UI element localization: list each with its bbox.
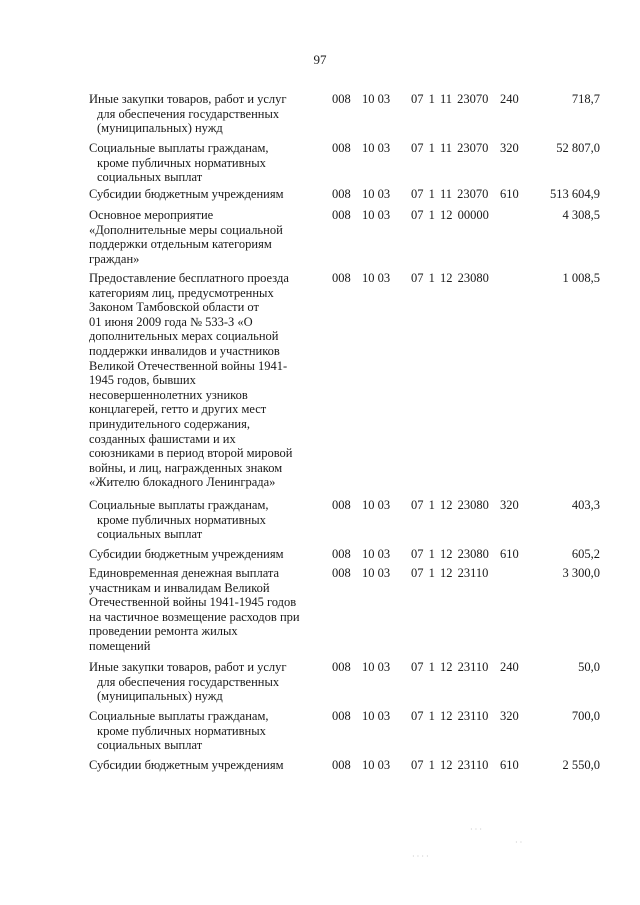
section-code: 10 03: [362, 271, 391, 285]
row-name: [89, 709, 317, 753]
department-code: 008: [332, 660, 351, 674]
row-name: [89, 271, 317, 490]
row-name-line: Субсидии бюджетным учреждениям: [89, 547, 284, 561]
row-name-line: (муниципальных) нужд: [97, 121, 223, 136]
row-name-line: Субсидии бюджетным учреждениям: [89, 187, 284, 201]
row-name-line: войны, и лиц, награжденных знаком: [89, 460, 283, 475]
department-code: 008: [332, 498, 351, 512]
row-name-line: Великой Отечественной войны 1941-: [89, 358, 288, 373]
row-name-line: созданных фашистами и их: [89, 431, 236, 446]
row-name: [89, 141, 317, 185]
row-name: [89, 547, 317, 562]
row-name-line: проведении ремонта жилых: [89, 624, 238, 639]
row-name-line: участникам и инвалидам Великой: [89, 580, 270, 595]
target-article-code: 07 1 12 23110: [411, 566, 489, 580]
row-name: [89, 498, 317, 542]
expense-type-code: 610: [500, 758, 519, 772]
expense-type-code: 320: [500, 141, 519, 155]
section-code: 10 03: [362, 660, 391, 674]
row-name-line: Субсидии бюджетным учреждениям: [89, 758, 284, 772]
target-article-code: 07 1 12 00000: [411, 208, 489, 222]
target-article-code: 07 1 12 23080: [411, 547, 489, 561]
row-name-line: на частичное возмещение расходов при: [89, 609, 300, 624]
amount: 52 807,0: [556, 141, 600, 155]
row-name-line: Законом Тамбовской области от: [89, 300, 259, 315]
row-name-line: социальных выплат: [97, 738, 203, 753]
section-code: 10 03: [362, 566, 391, 580]
row-name-line: для обеспечения государственных: [97, 674, 280, 689]
expense-type-code: 320: [500, 709, 519, 723]
section-code: 10 03: [362, 758, 391, 772]
row-name-line: Социальные выплаты гражданам,: [89, 498, 269, 512]
row-name-line: Социальные выплаты гражданам,: [89, 141, 269, 155]
scan-artifact-dots: · · · ·: [412, 852, 429, 861]
expense-type-code: 610: [500, 187, 519, 201]
row-name-line: концлагерей, гетто и других мест: [89, 402, 267, 417]
row-name-line: категориям лиц, предусмотренных: [89, 285, 274, 300]
row-name-line: социальных выплат: [97, 527, 203, 542]
row-name: [89, 758, 317, 773]
row-name-line: (муниципальных) нужд: [97, 689, 223, 704]
target-article-code: 07 1 12 23110: [411, 758, 489, 772]
row-name-line: социальных выплат: [97, 170, 203, 185]
amount: 3 300,0: [562, 566, 600, 580]
department-code: 008: [332, 141, 351, 155]
row-name-line: «Дополнительные меры социальной: [89, 222, 283, 237]
row-name-line: граждан»: [89, 251, 140, 266]
scan-artifact-dots: · · ·: [470, 825, 482, 834]
expense-type-code: 320: [500, 498, 519, 512]
row-name: [89, 566, 317, 654]
row-name-line: Иные закупки товаров, работ и услуг: [89, 92, 287, 106]
row-name-line: Предоставление бесплатного проезда: [89, 271, 289, 285]
target-article-code: 07 1 11 23070: [411, 92, 489, 106]
amount: 513 604,9: [550, 187, 600, 201]
target-article-code: 07 1 12 23080: [411, 271, 489, 285]
row-name: [89, 208, 317, 266]
department-code: 008: [332, 271, 351, 285]
section-code: 10 03: [362, 208, 391, 222]
department-code: 008: [332, 208, 351, 222]
page-number: 97: [313, 52, 327, 67]
row-name-line: кроме публичных нормативных: [97, 723, 266, 738]
row-name-line: принудительного содержания,: [89, 416, 250, 431]
row-name-line: Единовременная денежная выплата: [89, 566, 280, 580]
row-name-line: дополнительных мерах социальной: [89, 329, 279, 344]
department-code: 008: [332, 566, 351, 580]
section-code: 10 03: [362, 547, 391, 561]
row-name-line: 1945 годов, бывших: [89, 373, 196, 388]
row-name-line: поддержки отдельным категориям: [89, 237, 272, 252]
target-article-code: 07 1 12 23110: [411, 660, 489, 674]
department-code: 008: [332, 758, 351, 772]
row-name-line: кроме публичных нормативных: [97, 155, 266, 170]
target-article-code: 07 1 12 23080: [411, 498, 489, 512]
row-name-line: Иные закупки товаров, работ и услуг: [89, 660, 287, 674]
row-name: [89, 92, 317, 136]
section-code: 10 03: [362, 498, 391, 512]
department-code: 008: [332, 709, 351, 723]
expense-type-code: 240: [500, 92, 519, 106]
expense-type-code: 610: [500, 547, 519, 561]
row-name-line: для обеспечения государственных: [97, 106, 280, 121]
row-name-line: несовершеннолетних узников: [89, 387, 248, 402]
row-name-line: «Жителю блокадного Ленинграда»: [89, 475, 276, 490]
row-name-line: помещений: [89, 638, 151, 653]
expense-type-code: 240: [500, 660, 519, 674]
amount: 1 008,5: [562, 271, 600, 285]
amount: 50,0: [578, 660, 600, 674]
row-name: [89, 660, 317, 704]
department-code: 008: [332, 187, 351, 201]
section-code: 10 03: [362, 92, 391, 106]
amount: 718,7: [571, 92, 600, 106]
row-name-line: поддержки инвалидов и участников: [89, 343, 280, 358]
amount: 403,3: [571, 498, 600, 512]
section-code: 10 03: [362, 187, 391, 201]
section-code: 10 03: [362, 709, 391, 723]
row-name-line: Социальные выплаты гражданам,: [89, 709, 269, 723]
target-article-code: 07 1 12 23110: [411, 709, 489, 723]
amount: 605,2: [571, 547, 600, 561]
row-name-line: Основное мероприятие: [89, 208, 214, 222]
amount: 700,0: [571, 709, 600, 723]
row-name-line: 01 июня 2009 года № 533-З «О: [89, 314, 253, 329]
row-name-line: союзниками в период второй мировой: [89, 446, 293, 461]
row-name-line: Отечественной войны 1941-1945 годов: [89, 595, 297, 610]
target-article-code: 07 1 11 23070: [411, 141, 489, 155]
department-code: 008: [332, 92, 351, 106]
scan-artifact-dots: · ·: [515, 838, 523, 847]
department-code: 008: [332, 547, 351, 561]
target-article-code: 07 1 11 23070: [411, 187, 489, 201]
amount: 2 550,0: [562, 758, 600, 772]
section-code: 10 03: [362, 141, 391, 155]
row-name: [89, 187, 317, 202]
amount: 4 308,5: [562, 208, 600, 222]
row-name-line: кроме публичных нормативных: [97, 512, 266, 527]
